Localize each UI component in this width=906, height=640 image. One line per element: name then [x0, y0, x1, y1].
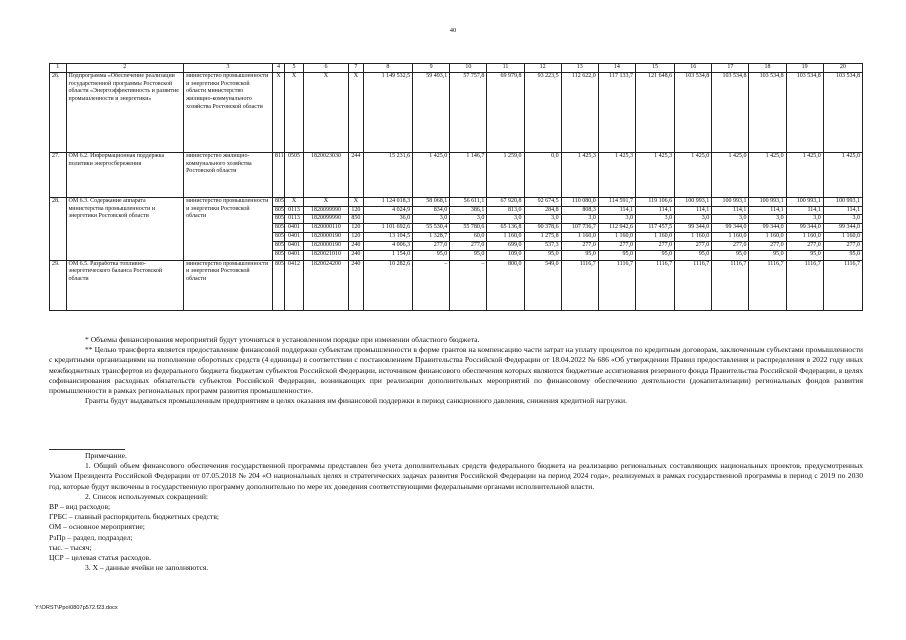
value-cell: 119 106,6 [635, 197, 674, 206]
value-cell: 120 [349, 224, 363, 233]
value-cell: 58 068,1 [413, 197, 450, 206]
table-row [50, 260, 863, 310]
value-cell: 240 [349, 241, 363, 250]
value-cell: 1 425,0 [712, 152, 749, 197]
value-cell: 0401 [285, 250, 304, 260]
value-cell: 805 [272, 260, 284, 310]
column-header: 5 [285, 64, 304, 73]
value-cell: 0401 [285, 224, 304, 233]
value-cell: 1116,7 [675, 260, 712, 310]
abbr-item: ВР – вид расходов; [49, 502, 111, 512]
value-cell: 13 104,5 [363, 232, 413, 241]
value-cell: 1 160,0 [598, 232, 635, 241]
value-cell: 59 493,1 [413, 72, 450, 152]
remark-3: 3. Х – данные ячейки не заполняются. [85, 563, 209, 573]
value-cell: 0412 [285, 260, 304, 310]
value-cell: 103 534,8 [749, 72, 786, 152]
value-cell: 3,0 [675, 215, 712, 224]
value-cell: 121 648,6 [635, 72, 674, 152]
value-cell: 100 993,1 [786, 197, 823, 206]
value-cell: 277,0 [786, 241, 823, 250]
budget-table [49, 63, 863, 311]
column-header: 6 [303, 64, 348, 73]
program-name-cell: ОМ 6.2. Информационная поддержка политики энергосбережения [66, 152, 184, 197]
value-cell: 60,0 [450, 232, 487, 241]
remarks-block [49, 451, 863, 573]
value-cell: 813,0 [487, 206, 524, 215]
value-cell: 1820000110 [303, 224, 348, 233]
value-cell: 805 [272, 215, 284, 224]
grbs-cell: министерство промышленности и энергетики Ростовской области [184, 260, 273, 310]
value-cell: 95,0 [786, 250, 823, 260]
value-cell: 57 757,8 [450, 72, 487, 152]
program-name-cell: ОМ 6.5. Разработка топливно-энергетического баланса Ростовской области [66, 260, 184, 310]
value-cell: 244 [349, 152, 363, 197]
value-cell: 1 425,0 [675, 152, 712, 197]
grbs-cell: министерство промышленности и энергетики Ростовской области [184, 197, 273, 260]
value-cell: 277,0 [823, 241, 862, 250]
value-cell: 110 080,0 [561, 197, 598, 206]
row-number: 27. [50, 152, 67, 197]
value-cell: 3,0 [635, 215, 674, 224]
value-cell: 114,1 [675, 206, 712, 215]
value-cell: 95,0 [712, 250, 749, 260]
value-cell: 67 920,8 [487, 197, 524, 206]
value-cell: 1 425,3 [561, 152, 598, 197]
value-cell: 117 133,7 [598, 72, 635, 152]
value-cell: 4 024,9 [363, 206, 413, 215]
row-number: 26. [50, 72, 67, 152]
value-cell: X [285, 197, 304, 206]
column-header: 18 [749, 64, 786, 73]
value-cell: 1 146,7 [450, 152, 487, 197]
grbs-cell: министерство жилищно-коммунального хозяйства Ростовской области [184, 152, 273, 197]
value-cell: 95,0 [749, 250, 786, 260]
value-cell: 3,0 [487, 215, 524, 224]
value-cell: 114,1 [749, 206, 786, 215]
value-cell: 103 534,8 [786, 72, 823, 152]
value-cell: 95,0 [675, 250, 712, 260]
value-cell: 1116,7 [749, 260, 786, 310]
value-cell: 114,1 [712, 206, 749, 215]
value-cell: X [303, 72, 348, 152]
value-cell: 240 [349, 250, 363, 260]
value-cell: 805 [272, 206, 284, 215]
value-cell: 114,1 [786, 206, 823, 215]
program-name-cell: ОМ 6.3. Содержание аппарата министерства промышленности и энергетики Ростовской области [66, 197, 184, 260]
column-header: 8 [363, 64, 413, 73]
value-cell: 277,0 [635, 241, 674, 250]
value-cell: 0,0 [524, 152, 561, 197]
value-cell: 65 136,8 [487, 224, 524, 233]
value-cell: 0401 [285, 241, 304, 250]
value-cell: 36,0 [363, 215, 413, 224]
value-cell: 114 591,7 [598, 197, 635, 206]
column-header: 19 [786, 64, 823, 73]
value-cell: 95,0 [450, 250, 487, 260]
value-cell: 277,0 [749, 241, 786, 250]
column-header: 7 [349, 64, 363, 73]
value-cell: 4 006,3 [363, 241, 413, 250]
value-cell: 805 [272, 197, 284, 206]
value-cell: 1 124 018,3 [363, 197, 413, 206]
value-cell: 1116,7 [598, 260, 635, 310]
table-header-row [50, 64, 863, 73]
column-header: 2 [66, 64, 184, 73]
value-cell: – [413, 260, 450, 310]
value-cell: 1820000190 [303, 232, 348, 241]
value-cell: 277,0 [450, 241, 487, 250]
note-single-star: * Объемы финансирования мероприятий будут уточняться в установленном порядке при изменении областного бюджета. [85, 335, 480, 344]
value-cell: 386,1 [450, 206, 487, 215]
value-cell: 1 149 532,5 [363, 72, 413, 152]
value-cell: 1820099990 [303, 215, 348, 224]
note-double-star: ** Целью трансферта является предоставление финансовой поддержки субъектам промышленности в форме грантов на компенсацию части затрат на уплату процентов по кредитным договорам, заключенным субъектами промышленности с кредитными организациями на пополнение оборотных средств (4 единицы) в соответствии с постановлением Правительства Российской Федерации от 18.04.2022 № 686 «Об утверждении Правил предоставления и распределения в 2022 году иных межбюджетных трансфертов из федерального бюджета бюджетам субъектов Российской Федерации, источником финансового обеспечения которых являются бюджетные ассигнования резервного фонда Правительства Российской Федерации, в целях софинансирования расходных обязательств субъектов Российской Федерации, возникающих при реализации дополнительных мероприятий по финансовому обеспечению деятельности (докапитализации) региональных фондов развития промышленности в рамках региональных программ развития промышленности». [49, 345, 863, 396]
table-row [50, 197, 863, 206]
page-number: 40 [449, 27, 457, 34]
value-cell: 100 993,1 [712, 197, 749, 206]
note-grants: Гранты будут выдаваться промышленным предприятиям в целях оказания им финансовой поддержки в период санкционного давления, снижения кредитной нагрузки. [85, 396, 627, 406]
value-cell: 277,0 [598, 241, 635, 250]
column-header: 20 [823, 64, 862, 73]
value-cell: 55 780,6 [450, 224, 487, 233]
value-cell: 1116,7 [635, 260, 674, 310]
value-cell: 100 993,1 [749, 197, 786, 206]
value-cell: 56 611,1 [450, 197, 487, 206]
value-cell: 1 425,3 [635, 152, 674, 197]
column-header: 1 [50, 64, 67, 73]
column-header: 3 [184, 64, 273, 73]
value-cell: 1 154,0 [363, 250, 413, 260]
value-cell: – [450, 260, 487, 310]
value-cell: 1820021010 [303, 250, 348, 260]
value-cell: 1 259,0 [487, 152, 524, 197]
value-cell: 0505 [285, 152, 304, 197]
column-header: 13 [561, 64, 598, 73]
separator-line [49, 449, 125, 450]
value-cell: 99 344,0 [823, 224, 862, 233]
column-header: 17 [712, 64, 749, 73]
value-cell: 1 160,0 [561, 232, 598, 241]
grbs-cell: министерство промышленности и энергетики Ростовской области министерство жилищно-коммунального хозяйства Ростовской области [184, 72, 273, 152]
value-cell: 0401 [285, 232, 304, 241]
program-name-cell: Подпрограмма «Обеспечение реализации государственной программы Ростовской области «Энергоэффективность и развитие промышленности и энергетики» [66, 72, 184, 152]
value-cell: 55 530,4 [413, 224, 450, 233]
table-row [50, 152, 863, 197]
row-number: 28. [50, 197, 67, 260]
value-cell: 3,0 [413, 215, 450, 224]
value-cell: 549,0 [524, 260, 561, 310]
value-cell: 3,0 [823, 215, 862, 224]
value-cell: 1 275,8 [524, 232, 561, 241]
value-cell: 0113 [285, 215, 304, 224]
table-row [50, 72, 863, 152]
abbr-item: тыс. – тысяч; [49, 542, 92, 552]
value-cell: 3,0 [450, 215, 487, 224]
value-cell: 3,0 [749, 215, 786, 224]
value-cell: X [303, 197, 348, 206]
value-cell: 99 344,0 [712, 224, 749, 233]
value-cell: 240 [349, 260, 363, 310]
value-cell: 10 282,6 [363, 260, 413, 310]
value-cell: 1 160,0 [635, 232, 674, 241]
value-cell: 1820023030 [303, 152, 348, 197]
value-cell: 95,0 [598, 250, 635, 260]
value-cell: 277,0 [413, 241, 450, 250]
value-cell: 805 [272, 224, 284, 233]
value-cell: 284,8 [524, 206, 561, 215]
value-cell: 95,0 [823, 250, 862, 260]
value-cell: 1116,7 [823, 260, 862, 310]
abbr-item: ЦСР – целевая статья расходов. [49, 553, 152, 563]
value-cell: 1 160,0 [749, 232, 786, 241]
column-header: 11 [487, 64, 524, 73]
value-cell: 805 [272, 250, 284, 260]
value-cell: 69 979,8 [487, 72, 524, 152]
value-cell: 95,0 [413, 250, 450, 260]
value-cell: 3,0 [712, 215, 749, 224]
value-cell: 1820024200 [303, 260, 348, 310]
value-cell: 93 223,5 [524, 72, 561, 152]
value-cell: 1 160,0 [786, 232, 823, 241]
value-cell: 112 942,6 [598, 224, 635, 233]
value-cell: 1 425,3 [598, 152, 635, 197]
value-cell: 1820000190 [303, 241, 348, 250]
value-cell: 1 160,0 [487, 232, 524, 241]
value-cell: 92 674,5 [524, 197, 561, 206]
remark-1: 1. Общий объем финансового обеспечения государственной программы представлен без учета дополнительных средств федерального бюджета на реализацию региональных составляющих национальных проектов, предусмотренных Указом Президента Российской Федерации от 07.05.2018 № 204 «О национальных целях и стратегических задачах развития Российской Федерации на период 2024 года», реализуемых в рамках государственной программы в период с 2019 по 2030 год, которые будут включены в государственную программу дополнительно по мере их доведения соответствующими федеральными органами исполнительной власти. [49, 461, 863, 491]
value-cell: 1 425,0 [786, 152, 823, 197]
value-cell: 277,0 [675, 241, 712, 250]
value-cell: 811 [272, 152, 284, 197]
value-cell: 805 [272, 232, 284, 241]
column-header: 10 [450, 64, 487, 73]
value-cell: 120 [349, 232, 363, 241]
abbr-item: ОМ – основное мероприятие; [49, 522, 145, 532]
value-cell: 95,0 [561, 250, 598, 260]
value-cell: 100 993,1 [675, 197, 712, 206]
abbr-item: РзПр – раздел, подраздел; [49, 532, 133, 542]
remark-title: Примечание. [85, 451, 127, 460]
value-cell: 3,0 [786, 215, 823, 224]
value-cell: 1 425,0 [749, 152, 786, 197]
abbr-item: ГРБС – главный распорядитель бюджетных средств; [49, 512, 220, 522]
value-cell: 3,0 [598, 215, 635, 224]
value-cell: X [285, 72, 304, 152]
value-cell: 95,0 [635, 250, 674, 260]
value-cell: 3,0 [524, 215, 561, 224]
value-cell: 3,0 [561, 215, 598, 224]
value-cell: X [272, 72, 284, 152]
value-cell: 277,0 [712, 241, 749, 250]
value-cell: 1 328,7 [413, 232, 450, 241]
document-file-path: Y:\ORST\Ppo\0807p572.f23.docx [35, 605, 118, 611]
value-cell: 99 344,0 [675, 224, 712, 233]
column-header: 14 [598, 64, 635, 73]
value-cell: 95,0 [524, 250, 561, 260]
value-cell: 109,0 [487, 250, 524, 260]
value-cell: 90 378,6 [524, 224, 561, 233]
value-cell: 1116,7 [712, 260, 749, 310]
column-header: 16 [675, 64, 712, 73]
value-cell: 1 160,0 [712, 232, 749, 241]
value-cell: 1116,7 [561, 260, 598, 310]
value-cell: 1116,7 [786, 260, 823, 310]
value-cell: 103 534,8 [823, 72, 862, 152]
value-cell: 107 736,7 [561, 224, 598, 233]
notes-block [49, 335, 863, 406]
value-cell: 15 231,6 [363, 152, 413, 197]
value-cell: 112 622,0 [561, 72, 598, 152]
value-cell: 99 344,0 [749, 224, 786, 233]
value-cell: 834,0 [413, 206, 450, 215]
value-cell: 850 [349, 215, 363, 224]
column-header: 12 [524, 64, 561, 73]
value-cell: 99 344,0 [786, 224, 823, 233]
value-cell: X [349, 197, 363, 206]
value-cell: 1820099990 [303, 206, 348, 215]
value-cell: 699,0 [487, 241, 524, 250]
value-cell: 120 [349, 206, 363, 215]
value-cell: 277,0 [561, 241, 598, 250]
column-header: 15 [635, 64, 674, 73]
value-cell: 103 534,8 [712, 72, 749, 152]
value-cell: 537,3 [524, 241, 561, 250]
column-header: 9 [413, 64, 450, 73]
value-cell: 1 101 692,6 [363, 224, 413, 233]
value-cell: 1 425,0 [823, 152, 862, 197]
value-cell: 0113 [285, 206, 304, 215]
remark-2: 2. Список используемых сокращений: [85, 491, 209, 501]
value-cell: 800,0 [487, 260, 524, 310]
value-cell: 117 457,5 [635, 224, 674, 233]
row-number: 29. [50, 260, 67, 310]
value-cell: 1 160,0 [823, 232, 862, 241]
value-cell: 114,1 [823, 206, 862, 215]
value-cell: 808,3 [561, 206, 598, 215]
value-cell: 103 534,8 [675, 72, 712, 152]
column-header: 4 [272, 64, 284, 73]
value-cell: 100 993,1 [823, 197, 862, 206]
value-cell: 114,1 [635, 206, 674, 215]
value-cell: 805 [272, 241, 284, 250]
value-cell: X [349, 72, 363, 152]
value-cell: 1 425,0 [413, 152, 450, 197]
value-cell: 1 160,0 [675, 232, 712, 241]
value-cell: 114,1 [598, 206, 635, 215]
